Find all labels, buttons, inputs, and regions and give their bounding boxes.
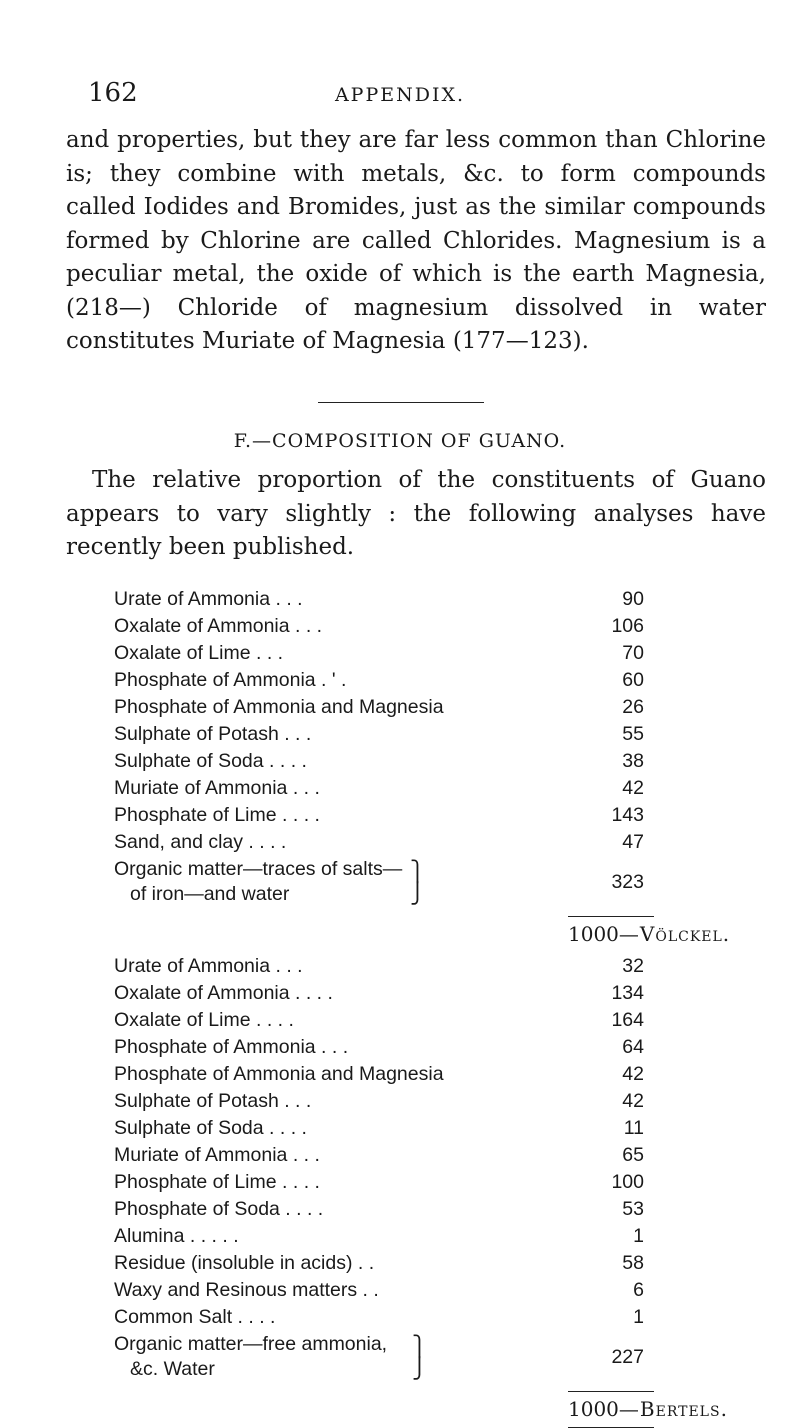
row-value: 42 <box>622 1063 644 1085</box>
row-label: Muriate of Ammonia . . . <box>114 777 320 799</box>
brace-icon: ⎫ ⎭ <box>412 1334 427 1380</box>
section-intro: The relative proportion of the constituents of Guano appears to vary slightly : the following analyses have recently been published. <box>66 467 766 560</box>
row-value: 55 <box>622 723 644 745</box>
row-value: 60 <box>622 669 644 691</box>
table-row <box>0 1306 800 1333</box>
row-value: 134 <box>611 982 644 1004</box>
row-value: 164 <box>611 1009 644 1031</box>
total-row <box>568 1397 728 1421</box>
row-label: Phosphate of Ammonia . ' . <box>114 669 347 691</box>
section-divider <box>318 402 484 403</box>
table-row <box>0 831 800 858</box>
row-label: Phosphate of Ammonia . . . <box>114 1036 349 1058</box>
row-value: 70 <box>622 642 644 664</box>
row-label: Phosphate of Ammonia and Magnesia <box>114 1063 444 1085</box>
row-label: Waxy and Resinous matters . . <box>114 1279 379 1301</box>
table-row <box>0 1009 800 1036</box>
row-value: 11 <box>623 1117 644 1139</box>
row-label-line2: &c. Water <box>130 1358 215 1380</box>
running-head: APPENDIX. <box>334 84 466 106</box>
row-value: 64 <box>622 1036 644 1058</box>
row-label: Phosphate of Lime . . . . <box>114 804 320 826</box>
total-row <box>568 922 730 946</box>
row-value: 26 <box>622 696 644 718</box>
row-label: Residue (insoluble in acids) . . <box>114 1252 375 1274</box>
row-value: 38 <box>622 750 644 772</box>
brace-icon: ⎫ ⎭ <box>410 859 425 905</box>
row-value: 90 <box>622 588 644 610</box>
table-row <box>0 777 800 804</box>
row-value: 65 <box>622 1144 644 1166</box>
row-label-line2: of iron—and water <box>130 883 290 905</box>
table-row <box>0 1171 800 1198</box>
table-row <box>0 723 800 750</box>
row-value: 58 <box>622 1252 644 1274</box>
table-row <box>0 642 800 669</box>
section-heading: F.—COMPOSITION OF GUANO. <box>233 430 567 452</box>
row-label: Common Salt . . . . <box>114 1306 276 1328</box>
table-row <box>0 696 800 723</box>
row-value: 106 <box>611 615 644 637</box>
row-value: 42 <box>622 777 644 799</box>
row-label: Phosphate of Ammonia and Magnesia <box>114 696 444 718</box>
row-label: Muriate of Ammonia . . . <box>114 1144 320 1166</box>
table-row <box>0 1063 800 1090</box>
row-value: 323 <box>611 871 644 893</box>
table-row <box>0 804 800 831</box>
analysis-attribution: —Bertels. <box>618 1397 728 1421</box>
table-row <box>0 750 800 777</box>
row-label: Sand, and clay . . . . <box>114 831 287 853</box>
total-rule <box>568 1391 654 1392</box>
row-label-line1: Organic matter—free ammonia, <box>114 1333 388 1355</box>
row-value: 6 <box>633 1279 644 1301</box>
table-row <box>0 1252 800 1279</box>
row-label: Alumina . . . . . <box>114 1225 239 1247</box>
row-value: 100 <box>611 1171 644 1193</box>
row-label: Sulphate of Potash . . . <box>114 1090 312 1112</box>
row-value: 47 <box>622 831 644 853</box>
table-row <box>0 1198 800 1225</box>
total-value: 1000 <box>568 922 619 946</box>
table-row <box>0 588 800 615</box>
intro-paragraph: and properties, but they are far less common than Chlorine is; they combine with metals, &c. to form compounds called Iodides and Bromides, just as the similar compounds formed by Chlorine are called Chlorides. Magnesium is a peculiar metal, the oxide of which is the earth Magnesia, (218—) Chloride of magnesium dissolved in water constitutes Muriate of Magnesia (177—123). <box>66 127 766 354</box>
table-row <box>0 1144 800 1171</box>
row-value: 227 <box>611 1346 644 1368</box>
row-label: Urate of Ammonia . . . <box>114 588 303 610</box>
table-row <box>0 1036 800 1063</box>
total-value: 1000 <box>568 1397 619 1421</box>
row-label-line1: Organic matter—traces of salts— <box>114 858 403 880</box>
row-label: Oxalate of Lime . . . <box>114 642 284 664</box>
table-row <box>0 1279 800 1306</box>
table-row <box>0 1090 800 1117</box>
row-label: Oxalate of Lime . . . . <box>114 1009 294 1031</box>
analysis-attribution: —Völckel. <box>618 922 731 946</box>
table-row <box>0 669 800 696</box>
row-value: 143 <box>611 804 644 826</box>
table-row-multiline <box>0 1333 800 1387</box>
row-label: Sulphate of Soda . . . . <box>114 750 307 772</box>
table-row <box>0 1117 800 1144</box>
row-value: 42 <box>622 1090 644 1112</box>
row-label: Sulphate of Potash . . . <box>114 723 312 745</box>
row-value: 1 <box>633 1306 644 1328</box>
row-label: Sulphate of Soda . . . . <box>114 1117 307 1139</box>
table-row <box>0 955 800 982</box>
row-label: Oxalate of Ammonia . . . . <box>114 982 333 1004</box>
table-row <box>0 1225 800 1252</box>
row-value: 53 <box>622 1198 644 1220</box>
row-label: Urate of Ammonia . . . <box>114 955 303 977</box>
row-value: 1 <box>633 1225 644 1247</box>
row-label: Phosphate of Soda . . . . <box>114 1198 324 1220</box>
table-row <box>0 615 800 642</box>
page-number: 162 <box>88 78 138 108</box>
table-row <box>0 982 800 1009</box>
total-rule <box>568 916 654 917</box>
row-label: Oxalate of Ammonia . . . <box>114 615 323 637</box>
row-value: 32 <box>622 955 644 977</box>
row-label: Phosphate of Lime . . . . <box>114 1171 320 1193</box>
table-row-multiline <box>0 858 800 912</box>
